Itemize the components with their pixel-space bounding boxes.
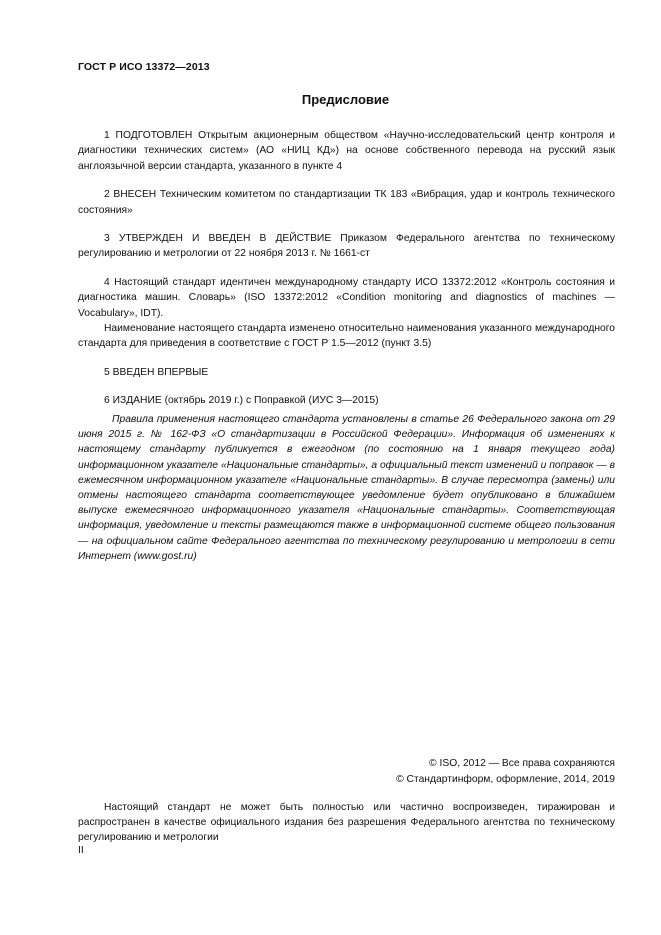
foreword-item-1 [78,128,615,174]
item-paragraph: 2 ВНЕСЕН Техническим комитетом по стандартизации ТК 183 «Вибрация, удар и контроль технического состояния» [78,189,615,216]
document-code: ГОСТ Р ИСО 13372—2013 [78,61,210,73]
item-paragraph: Наименование настоящего стандарта изменено относительно наименования указанного международного стандарта для приведения в соответствие с ГОСТ Р 1.5—2012 (пункт 3.5) [78,323,615,350]
page-title: Предисловие [301,92,390,107]
foreword-items [78,128,615,422]
foreword-item-3 [78,231,615,262]
page-number: II [78,845,84,856]
copyright-block [396,756,615,788]
application-rules-note: Правила применения настоящего стандарта установлены в статье 26 Федерального закона от 29 июня 2015 г. № 162-ФЗ «О стандартизации в Российской Федерации». Информация об изменениях к настоящему стандарту публикуется в ежегодном (по состоянию на 1 января текущего года) информационном указателе «Национальные стандарты», а официальный текст изменений и поправок — в ежемесячном информационном указателе «Национальные стандарты». В случае пересмотра (замены) или отмены настоящего стандарта соответствующее уведомление будет опубликовано в ближайшем выпуске ежемесячного информационного указателя «Национальные стандарты». Соответствующая информация, уведомление и тексты размещаются также в информационной системе общего пользования — на официальном сайте Федерального агентства по техническому регулированию и метрологии в сети Интернет (www.gost.ru) [78,414,615,562]
foreword-item-4 [78,275,615,352]
copyright-iso: © ISO, 2012 — Все права сохраняются [429,758,615,769]
item-paragraph: 4 Настоящий стандарт идентичен международному стандарту ИСО 13372:2012 «Контроль состояния и диагностика машин. Словарь» (ISO 13372:2012 «Condition monitoring and diagnostics of machines — Vocabulary», IDT). [78,276,615,319]
item-paragraph: 6 ИЗДАНИЕ (октябрь 2019 г.) с Поправкой (ИУС 3—2015) [104,395,379,407]
item-paragraph: 1 ПОДГОТОВЛЕН Открытым акционерным обществом «Научно-исследовательский центр контроля и диагностики технических систем» (АО «НИЦ КД») на основе собственного перевода на русский язык англоязычной версии стандарта, указанного в пункте 4 [78,130,615,172]
foreword-item-2 [78,187,615,218]
item-paragraph: 3 УТВЕРЖДЕН И ВВЕДЕН В ДЕЙСТВИЕ Приказом Федерального агентства по техническому регулированию и метрологии от 22 ноября 2013 г. № 1661-ст [78,233,615,260]
copyright-standartinform: © Стандартинформ, оформление, 2014, 2019 [396,774,615,785]
foreword-item-6 [78,393,615,408]
reproduction-notice: Настоящий стандарт не может быть полностью или частично воспроизведен, тиражирован и распространен в качестве официального издания без разрешения Федерального агентства по техническому регулированию и метрологии [78,802,615,844]
foreword-item-5 [78,365,615,380]
item-paragraph: 5 ВВЕДЕН ВПЕРВЫЕ [104,366,209,378]
